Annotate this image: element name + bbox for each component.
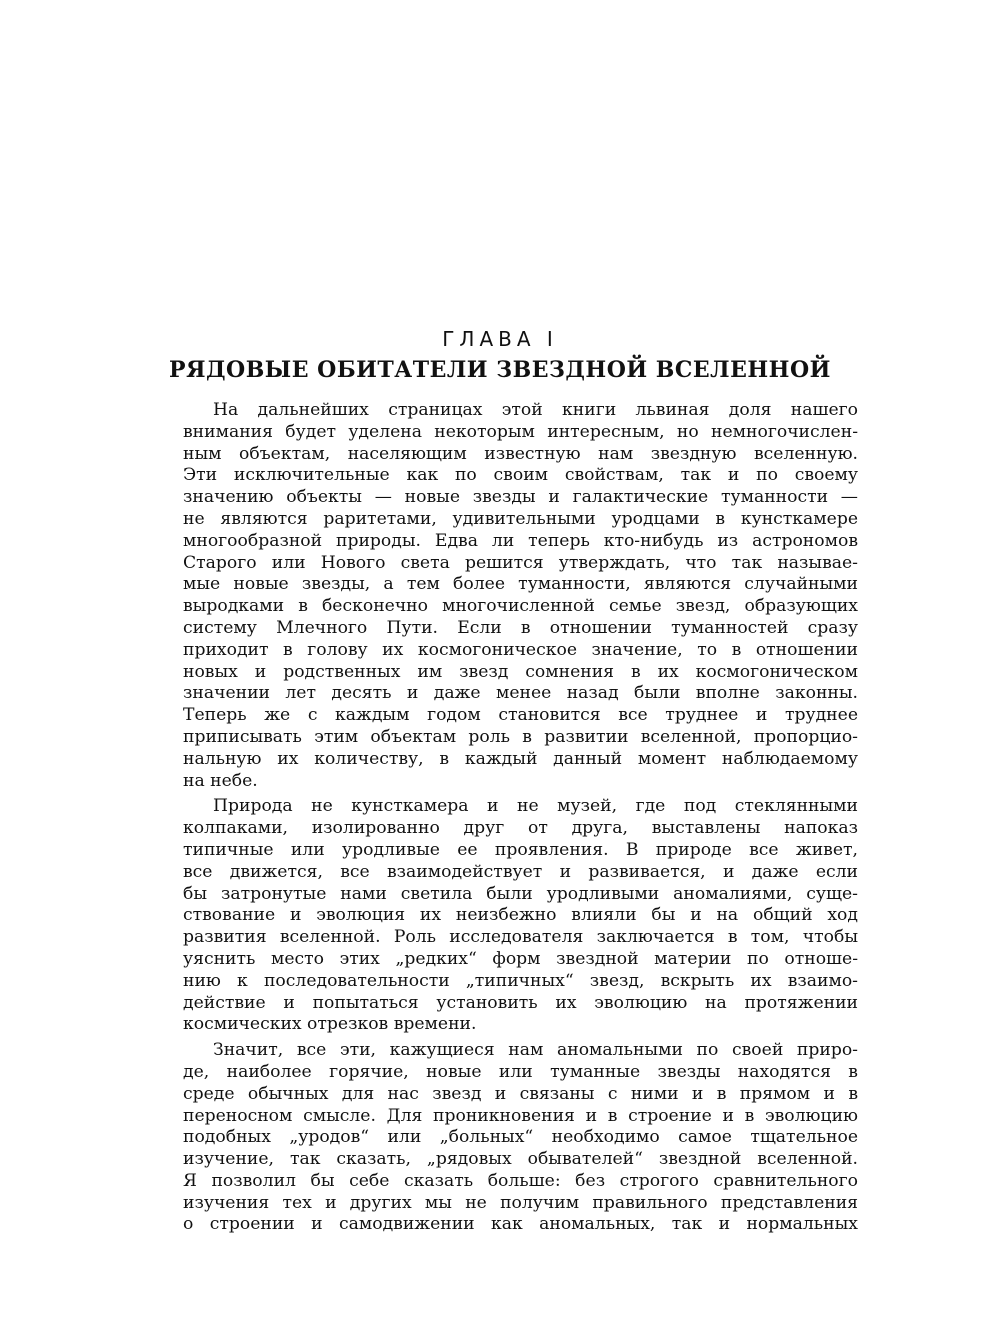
- text-line: внимания будет уделена некоторым интересным, но немногочислен-: [183, 421, 858, 442]
- text-line: нальную их количеству, в каждый данный момент наблюдаемому: [183, 748, 858, 769]
- text-line: Теперь же с каждым годом становится все труднее и труднее: [183, 705, 858, 726]
- text-line: типичные или уродливые ее проявления. В природе все живет,: [183, 839, 858, 860]
- text-line: приписывать этим объектам роль в развитии вселенной, пропорцио-: [183, 726, 858, 747]
- text-line: о строении и самодвижении как аномальных, так и нормальных: [183, 1214, 858, 1235]
- text-line: изучения тех и других мы не получим правильного представления: [183, 1192, 858, 1213]
- body-text: [183, 400, 858, 1240]
- text-line: нию к последовательности „типичных“ звезд, вскрыть их взаимо-: [183, 970, 858, 991]
- text-line: развития вселенной. Роль исследователя заключается в том, чтобы: [183, 927, 858, 948]
- text-line: все движется, все взаимодействует и развивается, и даже если: [183, 861, 858, 882]
- chapter-title: РЯДОВЫЕ ОБИТАТЕЛИ ЗВЕЗДНОЙ ВСЕЛЕННОЙ: [169, 357, 831, 383]
- text-line: ствование и эволюция их неизбежно влияли бы и на общий ход: [183, 905, 858, 926]
- text-line: систему Млечного Пути. Если в отношении туманностей сразу: [183, 617, 858, 638]
- text-line: космических отрезков времени.: [183, 1014, 477, 1035]
- text-line: Я позволил бы себе сказать больше: без строгого сравнительного: [183, 1170, 858, 1191]
- chapter-label: ГЛАВА I: [442, 327, 558, 351]
- text-line: де, наиболее горячие, новые или туманные звезды находятся в: [183, 1061, 858, 1082]
- text-line: среде обычных для нас звезд и связаны с ними и в прямом и в: [183, 1083, 858, 1104]
- text-line: изучение, так сказать, „рядовых обывателей“ звездной вселенной.: [183, 1149, 858, 1170]
- text-line: Природа не кунсткамера и не музей, где под стеклянными: [213, 796, 858, 817]
- text-line: многообразной природы. Едва ли теперь кто-нибудь из астрономов: [183, 530, 858, 551]
- text-line: на небе.: [183, 770, 258, 791]
- text-line: приходит в голову их космогоническое значение, то в отношении: [183, 639, 858, 660]
- text-line: значению объекты — новые звезды и галактические туманности —: [183, 487, 858, 508]
- text-line: новых и родственных им звезд сомнения в их космогоническом: [183, 661, 858, 682]
- text-line: не являются раритетами, удивительными уродцами в кунсткамере: [183, 508, 858, 529]
- text-line: колпаками, изолированно друг от друга, выставлены напоказ: [183, 818, 858, 839]
- text-line: мые новые звезды, а тем более туманности, являются случайными: [183, 574, 858, 595]
- text-line: Старого или Нового света решится утверждать, что так называе-: [183, 552, 858, 573]
- text-line: бы затронутые нами светила были уродливыми аномалиями, суще-: [183, 883, 858, 904]
- paragraph-1: [183, 400, 858, 792]
- text-line: ным объектам, населяющим известную нам звездную вселенную.: [183, 443, 858, 464]
- text-line: действие и попытаться установить их эволюцию на протяжении: [183, 992, 858, 1013]
- text-line: Значит, все эти, кажущиеся нам аномальными по своей приро-: [213, 1040, 858, 1061]
- paragraph-2: [183, 796, 858, 1036]
- text-line: На дальнейших страницах этой книги львиная доля нашего: [213, 400, 858, 420]
- text-line: выродками в бесконечно многочисленной семье звезд, образующих: [183, 596, 858, 617]
- text-line: подобных „уродов“ или „больных“ необходимо самое тщательное: [183, 1127, 858, 1148]
- text-line: переносном смысле. Для проникновения и в строение и в эволюцию: [183, 1105, 858, 1126]
- paragraph-3: [183, 1040, 858, 1236]
- text-line: значении лет десять и даже менее назад были вполне законны.: [183, 683, 858, 704]
- text-line: уяснить место этих „редких“ форм звездной материи по отноше-: [183, 948, 858, 969]
- text-line: Эти исключительные как по своим свойствам, так и по своему: [183, 465, 858, 486]
